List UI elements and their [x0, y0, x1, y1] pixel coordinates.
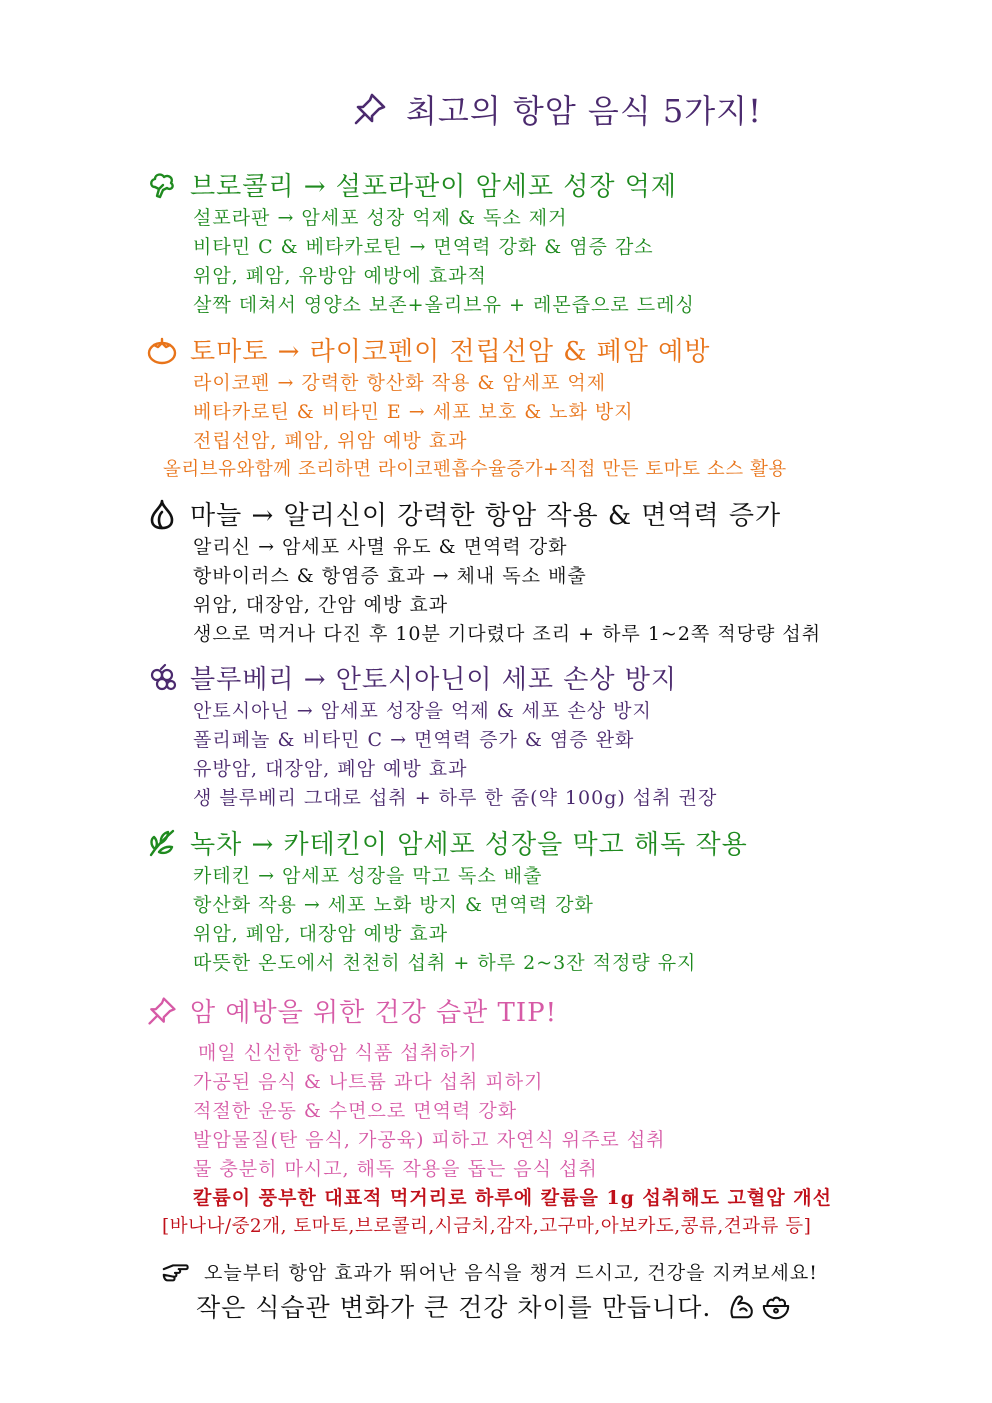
- tip-item: 매일 신선한 항암 식품 섭취하기: [198, 1042, 478, 1064]
- list-item: 라이코펜 → 강력한 항산화 작용 & 암세포 억제: [193, 372, 607, 394]
- footer-line-1: [160, 1256, 818, 1286]
- list-item: 폴리페놀 & 비타민 C → 면역력 증가 & 염증 완화: [193, 729, 635, 751]
- section-heading-blueberry: [146, 659, 677, 696]
- salad-icon: [761, 1291, 791, 1321]
- list-item: 베타카로틴 & 비타민 E → 세포 보호 & 노화 방지: [193, 401, 634, 423]
- tip-item: 물 충분히 마시고, 해독 작용을 돕는 음식 섭취: [193, 1158, 598, 1180]
- tip-item: 가공된 음식 & 나트륨 과다 섭취 피하기: [193, 1071, 544, 1093]
- tips-heading: [146, 992, 557, 1029]
- list-item: 알리신 → 암세포 사멸 유도 & 면역력 강화: [193, 536, 568, 558]
- list-item: 위암, 대장암, 간암 예방 효과: [193, 594, 449, 616]
- list-item: 유방암, 대장암, 폐암 예방 효과: [193, 758, 468, 780]
- tip-highlight: 칼륨이 풍부한 대표적 먹거리로 하루에 칼륨을 1g 섭취해도 고혈압 개선: [193, 1187, 832, 1209]
- list-item: 생 블루베리 그대로 섭취 + 하루 한 줌(약 100g) 섭취 권장: [193, 787, 718, 809]
- section-heading-text: 녹차 → 카테킨이 암세포 성장을 막고 해독 작용: [190, 830, 748, 860]
- tips-heading-text: 암 예방을 위한 건강 습관 TIP!: [190, 998, 558, 1028]
- list-item: 올리브유와함께 조리하면 라이코펜흡수율증가+직접 만든 토마토 소스 활용: [163, 459, 787, 480]
- section-heading-tomato: [146, 331, 710, 368]
- section-heading-greentea: [146, 824, 748, 861]
- section-heading-garlic: [146, 495, 781, 532]
- section-heading-text: 블루베리 → 안토시아닌이 세포 손상 방지: [190, 665, 677, 695]
- pin-icon: [352, 91, 388, 127]
- section-heading-text: 마늘 → 알리신이 강력한 항암 작용 & 면역력 증가: [190, 501, 782, 531]
- footer-line-1-text: 오늘부터 항암 효과가 뛰어난 음식을 챙겨 드시고, 건강을 지켜보세요!: [204, 1261, 818, 1284]
- list-item: 전립선암, 폐암, 위암 예방 효과: [193, 430, 468, 452]
- tip-highlight-foods: [바나나/중2개, 토마토,브로콜리,시금치,감자,고구마,아보카도,콩류,견과류 등]: [162, 1216, 812, 1237]
- list-item: 위암, 폐암, 유방암 예방에 효과적: [193, 265, 487, 287]
- list-item: 생으로 먹거나 다진 후 10분 기다렸다 조리 + 하루 1~2쪽 적당량 섭취: [193, 623, 822, 645]
- broccoli-icon: [146, 169, 178, 201]
- blueberry-icon: [146, 662, 178, 694]
- list-item: 카테킨 → 암세포 성장을 막고 독소 배출: [193, 865, 543, 887]
- page-title-text: 최고의 항암 음식 5가지!: [406, 92, 762, 130]
- list-item: 따뜻한 온도에서 천천히 섭취 + 하루 2~3잔 적정량 유지: [193, 952, 697, 974]
- tip-item: 발암물질(탄 음식, 가공육) 피하고 자연식 위주로 섭취: [193, 1129, 666, 1151]
- tip-item: 적절한 운동 & 수면으로 면역력 강화: [193, 1100, 518, 1122]
- list-item: 살짝 데쳐서 영양소 보존+올리브유 + 레몬즙으로 드레싱: [193, 294, 695, 316]
- footer-line-2-text: 작은 식습관 변화가 큰 건강 차이를 만듭니다.: [196, 1293, 712, 1322]
- section-heading-broccoli: [146, 166, 677, 203]
- leaf-icon: [146, 827, 178, 859]
- list-item: 항바이러스 & 항염증 효과 → 체내 독소 배출: [193, 565, 587, 587]
- list-item: 항산화 작용 → 세포 노화 방지 & 면역력 강화: [193, 894, 594, 916]
- list-item: 안토시아닌 → 암세포 성장을 억제 & 세포 손상 방지: [193, 700, 652, 722]
- muscle-icon: [727, 1291, 757, 1321]
- section-heading-text: 브로콜리 → 설포라판이 암세포 성장 억제: [190, 172, 677, 202]
- pointing-hand-icon: [160, 1256, 190, 1286]
- garlic-icon: [146, 498, 178, 530]
- footer-line-2: [196, 1288, 791, 1324]
- section-heading-text: 토마토 → 라이코펜이 전립선암 & 폐암 예방: [190, 337, 711, 367]
- list-item: 비타민 C & 베타카로틴 → 면역력 강화 & 염증 감소: [193, 236, 654, 258]
- pin-icon: [146, 995, 178, 1027]
- list-item: 설포라판 → 암세포 성장 억제 & 독소 제거: [193, 207, 568, 229]
- list-item: 위암, 폐암, 대장암 예방 효과: [193, 923, 449, 945]
- page-title: [352, 86, 762, 132]
- tomato-icon: [146, 334, 178, 366]
